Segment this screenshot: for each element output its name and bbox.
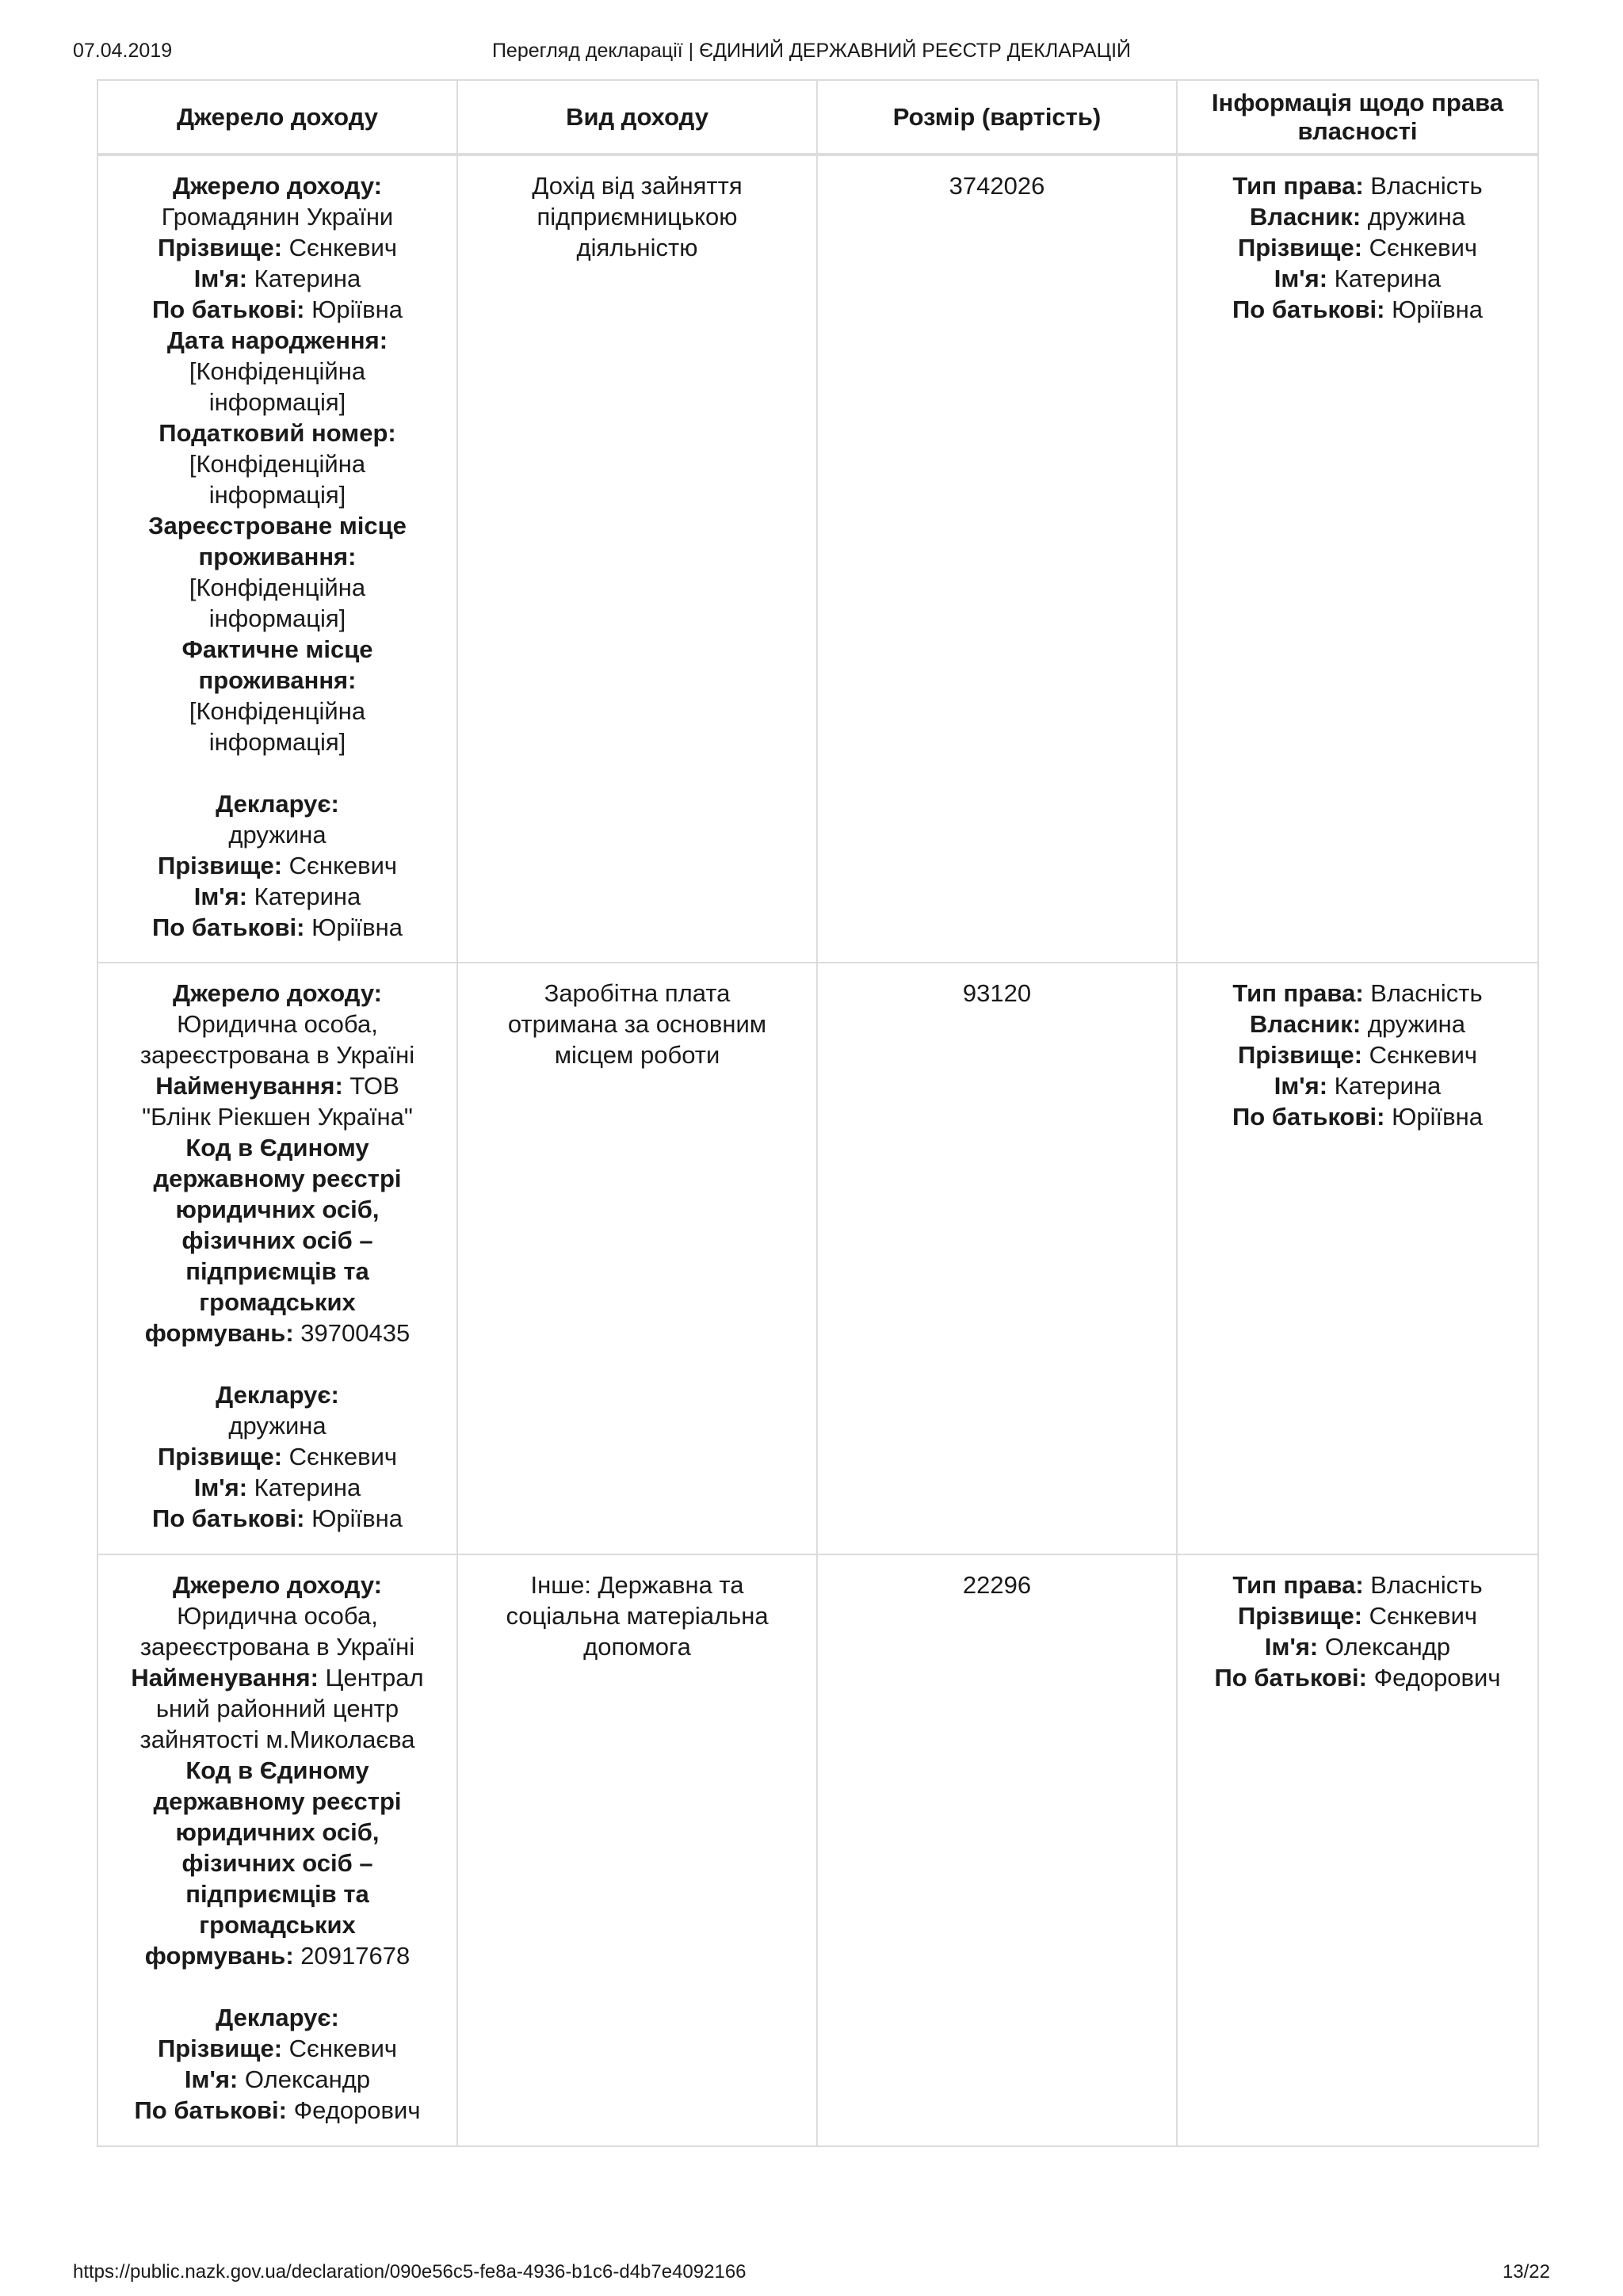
name-line: Ім'я: Катерина (1274, 1072, 1442, 1100)
table-row (97, 154, 1538, 963)
org-name-line: ьний районний центр (155, 1695, 399, 1722)
birthdate-label: Дата народження: (166, 326, 388, 354)
ownership-cell (1177, 963, 1538, 1554)
surname-line: Прізвище: Сєнкевич (157, 234, 398, 261)
patronymic-line: По батькові: Юріївна (151, 913, 403, 941)
income-amount-cell (817, 1554, 1177, 2146)
registry-code-line: формувань: 39700435 (144, 1319, 411, 1347)
patronymic-line: По батькові: Федорович (1214, 1664, 1501, 1691)
name-line: Ім'я: Катерина (193, 265, 361, 292)
right-type-line: Тип права: Власність (1232, 1571, 1483, 1599)
surname-line: Прізвище: Сєнкевич (1237, 1041, 1478, 1069)
registry-code-label: юридичних осіб, (175, 1818, 380, 1846)
patronymic-line: По батькові: Юріївна (151, 1505, 403, 1532)
income-amount: 3742026 (949, 172, 1045, 200)
patronymic-line: По батькові: Юріївна (1232, 1103, 1483, 1131)
income-type-text: діяльністю (576, 234, 698, 261)
income-amount-cell (817, 963, 1177, 1554)
confidential-text: інформація] (208, 481, 346, 509)
source-value: зареєстрована в Україні (139, 1041, 415, 1069)
org-name-line: зайнятості м.Миколаєва (139, 1726, 415, 1753)
income-type-text: місцем роботи (554, 1041, 720, 1069)
right-type-line: Тип права: Власність (1232, 979, 1483, 1007)
registry-code-label: Код в Єдиному (185, 1756, 369, 1784)
income-source-cell (97, 1554, 457, 2146)
declarant-label: Декларує: (216, 2004, 339, 2031)
org-name-line: Найменування: ТОВ (155, 1072, 399, 1100)
table-row (97, 1554, 1538, 2146)
declarant-label: Декларує: (216, 790, 339, 818)
source-value: Громадянин України (161, 203, 394, 231)
org-name-line: "Блінк Рiекшен Україна" (142, 1103, 413, 1131)
source-value: зареєстрована в Україні (139, 1633, 415, 1661)
registry-code-label: державному реєстрі (153, 1787, 402, 1815)
page-url: https://public.nazk.gov.ua/declaration/090e56c5-fe8a-4936-b1c6-d4b7e4092166 (73, 2261, 747, 2283)
registry-code-label: фізичних осіб – (181, 1849, 373, 1877)
confidential-text: інформація] (208, 388, 346, 416)
surname-line: Прізвище: Сєнкевич (157, 2035, 398, 2062)
patronymic-line: По батькові: Юріївна (1232, 296, 1483, 323)
registry-code-label: державному реєстрі (153, 1165, 402, 1192)
column-header-amount: Розмір (вартість) (817, 80, 1177, 154)
column-header-source: Джерело доходу (97, 80, 457, 154)
right-type-line: Тип права: Власність (1232, 172, 1483, 200)
confidential-text: інформація] (208, 728, 346, 756)
income-type-text: підприємницькою (537, 203, 738, 231)
confidential-text: інформація] (208, 605, 346, 632)
confidential-text: [Конфіденційна (189, 574, 366, 601)
source-label: Джерело доходу: (173, 979, 382, 1007)
name-line: Ім'я: Олександр (1264, 1633, 1451, 1661)
confidential-text: [Конфіденційна (189, 697, 366, 725)
source-value: Юридична особа, (177, 1010, 378, 1038)
income-type-cell (457, 963, 817, 1554)
income-type-text: Заробітна плата (544, 979, 731, 1007)
name-line: Ім'я: Катерина (193, 883, 361, 910)
org-name-line: Найменування: Централ (131, 1664, 424, 1691)
income-table (97, 79, 1539, 2147)
income-amount: 22296 (962, 1571, 1032, 1599)
registry-code-label: громадських (199, 1911, 356, 1939)
source-value: Юридична особа, (177, 1602, 378, 1630)
registry-code-line: формувань: 20917678 (144, 1942, 411, 1970)
patronymic-line: По батькові: Федорович (134, 2096, 421, 2124)
declarant-value: дружина (228, 1412, 327, 1440)
page-number: 13/22 (1502, 2261, 1550, 2283)
owner-line: Власник: дружина (1249, 1010, 1466, 1038)
name-line: Ім'я: Олександр (184, 2065, 371, 2093)
registry-code-label: громадських (199, 1288, 356, 1316)
tax-number-label: Податковий номер: (158, 419, 396, 447)
surname-line: Прізвище: Сєнкевич (157, 1443, 398, 1470)
income-amount-cell (817, 154, 1177, 963)
declarant-value: дружина (228, 821, 327, 849)
spacer (106, 1348, 449, 1379)
source-label: Джерело доходу: (173, 1571, 382, 1599)
registry-code-label: юридичних осіб, (175, 1196, 380, 1223)
income-type-cell (457, 154, 817, 963)
source-label: Джерело доходу: (173, 172, 382, 200)
income-type-text: Дохід від зайняття (532, 172, 743, 200)
registry-code-label: підприємців та (185, 1257, 369, 1285)
surname-line: Прізвище: Сєнкевич (1237, 234, 1478, 261)
name-line: Ім'я: Катерина (193, 1474, 361, 1501)
actual-address-label: проживання: (198, 666, 357, 694)
income-type-text: отримана за основним (507, 1010, 767, 1038)
spacer (106, 1971, 449, 2002)
income-type-text: соціальна матеріальна (506, 1602, 769, 1630)
registry-code-label: фізичних осіб – (181, 1226, 373, 1254)
table-header-row (97, 80, 1538, 154)
surname-line: Прізвище: Сєнкевич (157, 852, 398, 879)
owner-line: Власник: дружина (1249, 203, 1466, 231)
surname-line: Прізвище: Сєнкевич (1237, 1602, 1478, 1630)
income-type-cell (457, 1554, 817, 2146)
registry-code-label: підприємців та (185, 1880, 369, 1908)
registered-address-label: проживання: (198, 543, 357, 570)
table-row (97, 963, 1538, 1554)
ownership-cell (1177, 1554, 1538, 2146)
actual-address-label: Фактичне місце (181, 635, 373, 663)
name-line: Ім'я: Катерина (1274, 265, 1442, 292)
spacer (106, 757, 449, 788)
income-type-text: допомога (583, 1633, 691, 1661)
print-date: 07.04.2019 (73, 40, 173, 62)
income-source-cell (97, 963, 457, 1554)
column-header-ownership: Інформація щодо права власності (1177, 80, 1538, 154)
column-header-type: Вид доходу (457, 80, 817, 154)
page-title: Перегляд декларації | ЄДИНИЙ ДЕРЖАВНИЙ РЕЄСТР ДЕКЛАРАЦІЙ (491, 40, 1132, 62)
registry-code-label: Код в Єдиному (185, 1134, 369, 1161)
patronymic-line: По батькові: Юріївна (151, 296, 403, 323)
income-amount: 93120 (962, 979, 1032, 1007)
income-type-text: Інше: Державна та (530, 1571, 744, 1599)
income-source-cell (97, 154, 457, 963)
confidential-text: [Конфіденційна (189, 450, 366, 478)
ownership-cell (1177, 154, 1538, 963)
declarant-label: Декларує: (216, 1381, 339, 1409)
confidential-text: [Конфіденційна (189, 357, 366, 385)
registered-address-label: Зареєстроване місце (148, 512, 407, 540)
